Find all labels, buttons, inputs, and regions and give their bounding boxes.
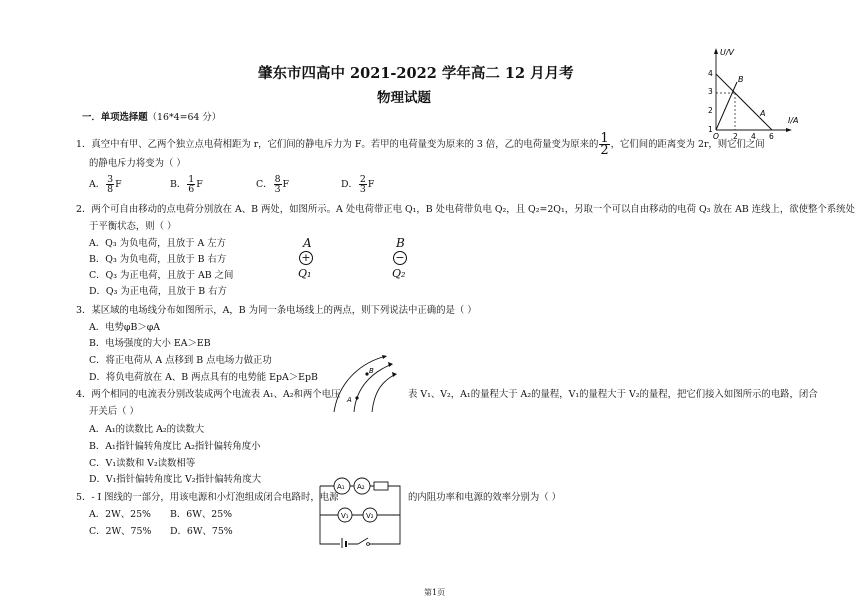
line-b: [716, 82, 737, 130]
q3-option-a: A．电势φB＞φA: [89, 322, 161, 333]
frac-den: 3: [274, 184, 281, 195]
option-fraction: [274, 175, 282, 194]
question-1: [76, 133, 765, 156]
option-unit: F: [367, 179, 375, 190]
option-fraction: [359, 175, 367, 194]
frac-num: 8: [274, 174, 281, 185]
section-label: 一．单项选择题: [82, 112, 148, 123]
option-unit: F: [115, 179, 122, 190]
x-axis-label: I/A: [788, 116, 799, 125]
circuit-figure: [312, 472, 404, 548]
frac-num: 3: [107, 174, 114, 185]
y-tick-2: 2: [708, 106, 713, 115]
point-a-marker: [355, 396, 358, 399]
q2-charge-figure: [290, 236, 420, 284]
q1-line2: 的静电斥力将变为（ ）: [89, 158, 186, 169]
page-subtitle: 物理试题: [377, 90, 431, 106]
y-tick-1: 1: [708, 125, 713, 134]
positive-charge-icon: +: [299, 251, 313, 265]
q4-option-c: C．V₁读数和 V₂读数相等: [89, 458, 196, 469]
q5-option-c: C．2W、75%: [89, 526, 152, 537]
q4-option-a: A．A₁的读数比 A₂的读数大: [89, 424, 205, 435]
q3-option-d: D．将负电荷放在 A、B 两点具有的电势能 EpA＞EpB: [89, 372, 318, 383]
option-label: D．: [341, 179, 358, 190]
field-line-left: [334, 356, 386, 412]
q1-option-c: [256, 175, 289, 194]
page-title: 肇东市四高中 2021-2022 学年高二 12 月月考: [258, 65, 574, 82]
q1-options: [89, 175, 389, 199]
option-label: B．: [170, 179, 187, 190]
q2-option-a: A．Q₃ 为负电荷，且放于 A 左方: [89, 238, 227, 249]
frac-num: 1: [188, 174, 195, 185]
arrow-icon: [388, 362, 393, 367]
charge-a-label: A: [303, 236, 312, 250]
q5-line1-b: 的内阻功率和电源的效率分别为（ ）: [408, 492, 561, 503]
electric-field-figure: [320, 352, 400, 414]
y-tick-3: 3: [708, 87, 713, 96]
ammeter-a2-label: A₂: [357, 483, 365, 491]
q3-option-c: C．将正电荷从 A 点移到 B 点电场力做正功: [89, 355, 272, 366]
q1-text-a: 1．真空中有甲、乙两个独立点电荷相距为 r，它们间的静电斥力为 F。若甲的电荷量变为原来的 3 倍，乙的电荷量变为原来的: [76, 139, 599, 150]
q2-line1: 2．两个可自由移动的点电荷分别放在 A、B 两处，如图所示。A 处电荷带正电 Q₁，B 处电荷带负电 Q₂，且 Q₂=2Q₁，另取一个可以自由移动的电荷 Q₃ 放在 AB 连线上，欲使整个系统处: [76, 204, 855, 215]
field-line-right: [372, 374, 396, 412]
frac-den: 8: [107, 184, 114, 195]
ammeter-a1-label: A₁: [337, 483, 345, 491]
x-tick-2: 2: [733, 132, 738, 141]
x-tick-4: 4: [751, 132, 756, 141]
q1-frac-den: 2: [600, 143, 609, 158]
negative-charge-icon: −: [393, 251, 407, 265]
section-note: （16*4=64 分）: [147, 112, 222, 123]
x-axis-arrow-icon: [786, 128, 792, 132]
q2-line2: 于平衡状态，则（ ）: [89, 221, 177, 232]
q2-option-c: C．Q₃ 为正电荷，且放于 AB 之间: [89, 270, 234, 281]
switch-pivot: [367, 543, 370, 546]
q4-line2: 开关后（ ）: [89, 406, 139, 417]
q5-line1-a: 5．- I 图线的一部分，用该电源和小灯泡组成闭合电路时，电源: [76, 492, 339, 503]
point-a-label: A: [347, 396, 352, 404]
q4-option-b: B．A₁指针偏转角度比 A₂指针偏转角度小: [89, 441, 261, 452]
y-axis-label: U/V: [720, 48, 735, 57]
option-unit: F: [196, 179, 203, 190]
line-a: [716, 74, 772, 130]
q1-text-b: ，它们间的距离变为 2r，则它们之间: [610, 139, 765, 150]
frac-num: 2: [359, 174, 366, 185]
q2-option-d: D．Q₃ 为正电荷，且放于 B 右方: [89, 286, 227, 297]
line-a-label: A: [760, 109, 766, 118]
voltmeter-v1-label: V₁: [341, 512, 349, 520]
q3-line1: 3．某区域的电场线分布如图所示，A，B 为同一条电场线上的两点，则下列说法中正确的是（ ）: [76, 305, 477, 316]
q1-frac-num: 1: [600, 131, 609, 146]
section-heading: [82, 112, 221, 124]
q1-option-b: [170, 175, 203, 194]
charge-b-label: B: [396, 236, 405, 250]
option-label: A．: [89, 179, 106, 190]
q2-option-b: B．Q₃ 为负电荷，且放于 B 右方: [89, 254, 227, 265]
option-fraction: [187, 175, 195, 194]
line-b-label: B: [738, 75, 744, 84]
q5-option-b: B．6W、25%: [170, 509, 233, 520]
q5-option-a: A．2W、25%: [89, 509, 151, 520]
point-b-label: B: [369, 367, 374, 375]
arrow-icon: [382, 355, 387, 359]
q1-option-a: [89, 175, 122, 194]
q4-option-d: D．V₁指针偏转角度比 V₂指针偏转角度大: [89, 474, 262, 485]
charge-q1-label: Q₁: [298, 267, 312, 280]
y-axis-arrow-icon: [714, 48, 718, 54]
u-i-graph: [704, 46, 804, 144]
option-label: C．: [256, 179, 273, 190]
voltmeter-v2-label: V₂: [366, 512, 374, 520]
q3-option-b: B．电场强度的大小 EA＞EB: [89, 338, 211, 349]
frac-den: 6: [188, 184, 195, 195]
charge-q2-label: Q₂: [392, 267, 406, 280]
option-fraction: [106, 175, 114, 194]
origin-label: O: [713, 132, 719, 141]
option-unit: F: [282, 179, 290, 190]
q1-fraction: [599, 133, 609, 156]
x-tick-6: 6: [769, 132, 774, 141]
resistor-icon: [374, 482, 388, 490]
q5-option-d: D．6W、75%: [170, 526, 233, 537]
page-number: 第1页: [424, 588, 446, 597]
q1-option-d: [341, 175, 374, 194]
y-tick-4: 4: [708, 69, 713, 78]
q4-line1-a: 4．两个相同的电流表分别改装成两个电流表 A₁、A₂和两个电压: [76, 389, 341, 400]
q4-line1-b: 表 V₁、V₂，A₁的量程大于 A₂的量程，V₁的量程大于 V₂的量程，把它们接入如图所示的电路，闭合: [408, 389, 818, 400]
frac-den: 3: [359, 184, 366, 195]
